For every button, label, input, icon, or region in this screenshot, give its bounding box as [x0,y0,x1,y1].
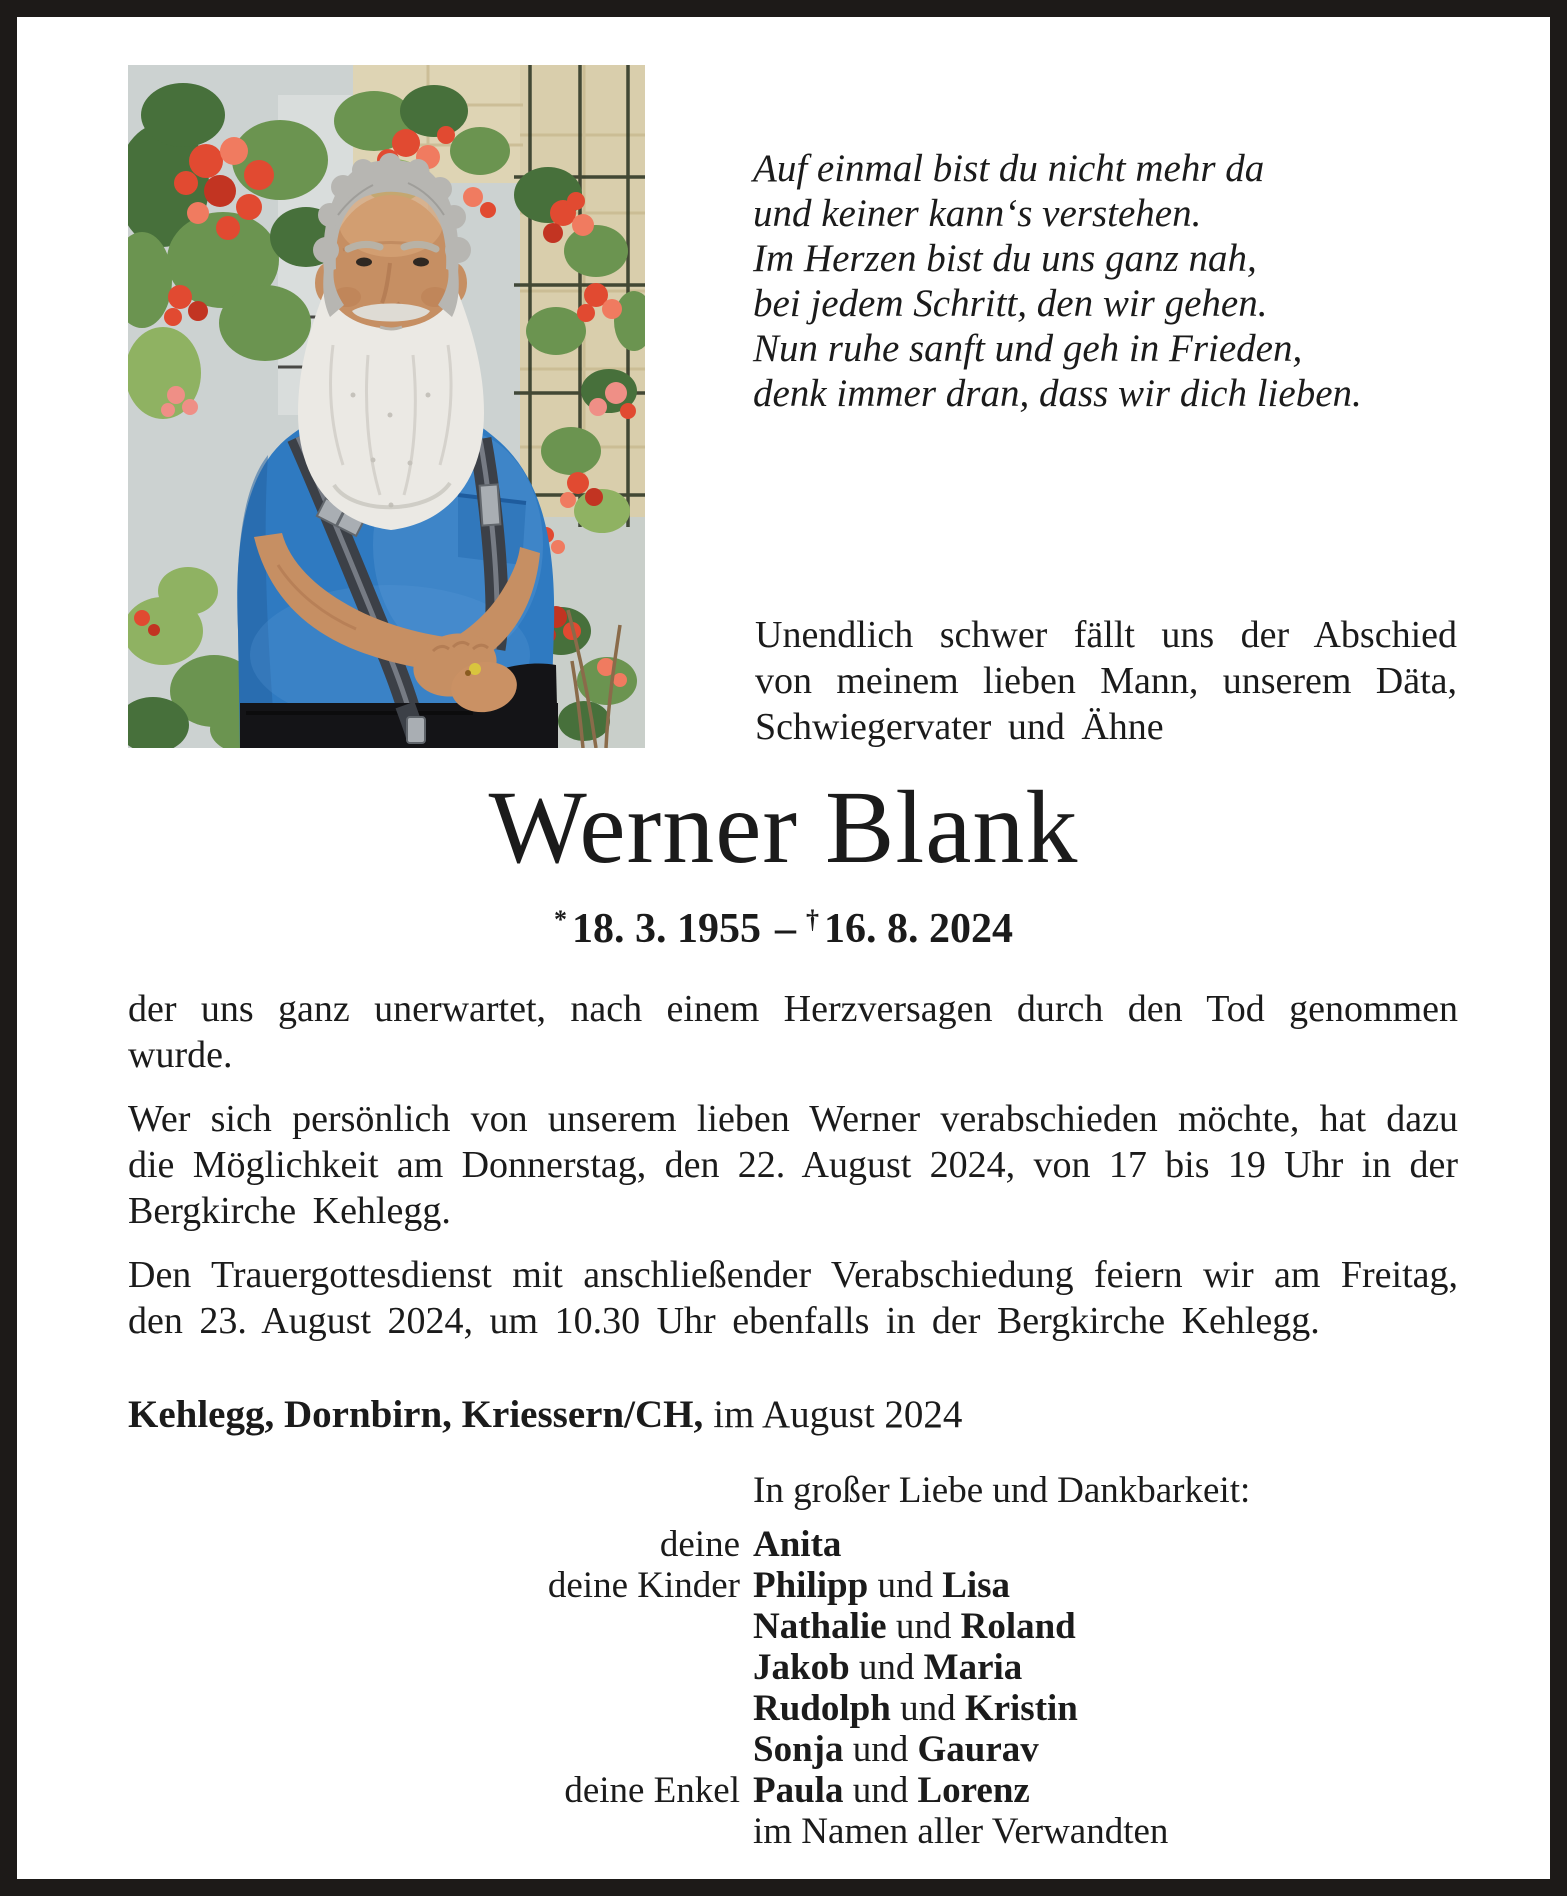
closing-row [128,1729,1458,1770]
closing-row [128,1565,1458,1606]
poem-line: Auf einmal bist du nicht mehr da [753,147,1265,190]
eye [413,258,429,267]
birth-symbol: * [554,905,567,934]
closing-block [128,1470,1458,1852]
closing-row [128,1524,1458,1565]
eye [356,258,372,267]
death-date: 16. 8. 2024 [824,906,1013,952]
closing-row [128,1688,1458,1729]
suspender-clip [407,717,425,743]
closing-row-label [128,1606,740,1647]
closing-row-label: deine Kinder [547,1565,740,1606]
closing-row-label [128,1729,740,1770]
closing-row-label [128,1688,740,1729]
dates-separator: – [775,906,796,952]
closing-row [128,1647,1458,1688]
life-dates [0,905,1567,953]
intro-text: Unendlich schwer fällt uns der Abschied von meinem lieben Mann, unserem Däta, Schwiegervater und Ähne [755,614,1457,748]
portrait-photo [128,65,645,748]
poem-line: bei jedem Schritt, den wir gehen. [753,282,1268,325]
death-symbol: † [806,905,819,934]
poem-line: und keiner kann‘s verstehen. [753,192,1202,235]
memorial-poem [753,146,1362,416]
viewing-paragraph: Wer sich persönlich von unserem lieben Werner verabschieden möchte, hat dazu die Möglichkeit am Donnerstag, den 22. August 2024, von 17 bis 19 Uhr in der Bergkirche Kehlegg. [128,1098,1458,1232]
closing-row-names: Nathalie und Roland [753,1606,1076,1647]
closing-row-names: Paula und Lorenz [753,1770,1030,1811]
closing-row-names: Rudolph und Kristin [753,1688,1078,1729]
closing-row-names: Sonja und Gaurav [753,1729,1039,1770]
closing-row-names: Philipp und Lisa [753,1565,1011,1606]
announcement-paragraph: der uns ganz unerwartet, nach einem Herzversagen durch den Tod genommen wurde. [128,988,1458,1076]
month-year: im August 2024 [713,1393,963,1436]
closing-row-names: Jakob und Maria [753,1647,1023,1688]
closing-heading: In großer Liebe und Dankbarkeit: [753,1470,1251,1511]
poem-line: Nun ruhe sanft und geh in Frieden, [753,327,1303,370]
service-paragraph: Den Trauergottesdienst mit anschließender Verabschiedung feiern wir am Freitag, den 23. August 2024, um 10.30 Uhr ebenfalls in der Bergkirche Kehlegg. [128,1254,1458,1342]
closing-row-names: Anita [753,1524,842,1565]
deceased-name: Werner Blank [488,770,1079,885]
closing-row [128,1606,1458,1647]
closing-footer: im Namen aller Verwandten [753,1811,1169,1852]
closing-row-label: deine Enkel [564,1770,740,1811]
place-date-line [128,1392,962,1437]
closing-row-label [128,1647,740,1688]
closing-row-label: deine [659,1524,740,1565]
place-names: Kehlegg, Dornbirn, Kriessern/CH, [128,1393,704,1436]
family-rows [128,1524,1458,1811]
poem-line: denk immer dran, dass wir dich lieben. [753,372,1362,415]
poem-line: Im Herzen bist du uns ganz nah, [753,237,1257,280]
birth-date: 18. 3. 1955 [572,906,761,952]
suspender-buckle [480,484,501,525]
closing-heading-row [128,1470,1458,1511]
closing-footer-row [128,1811,1458,1852]
closing-row [128,1770,1458,1811]
